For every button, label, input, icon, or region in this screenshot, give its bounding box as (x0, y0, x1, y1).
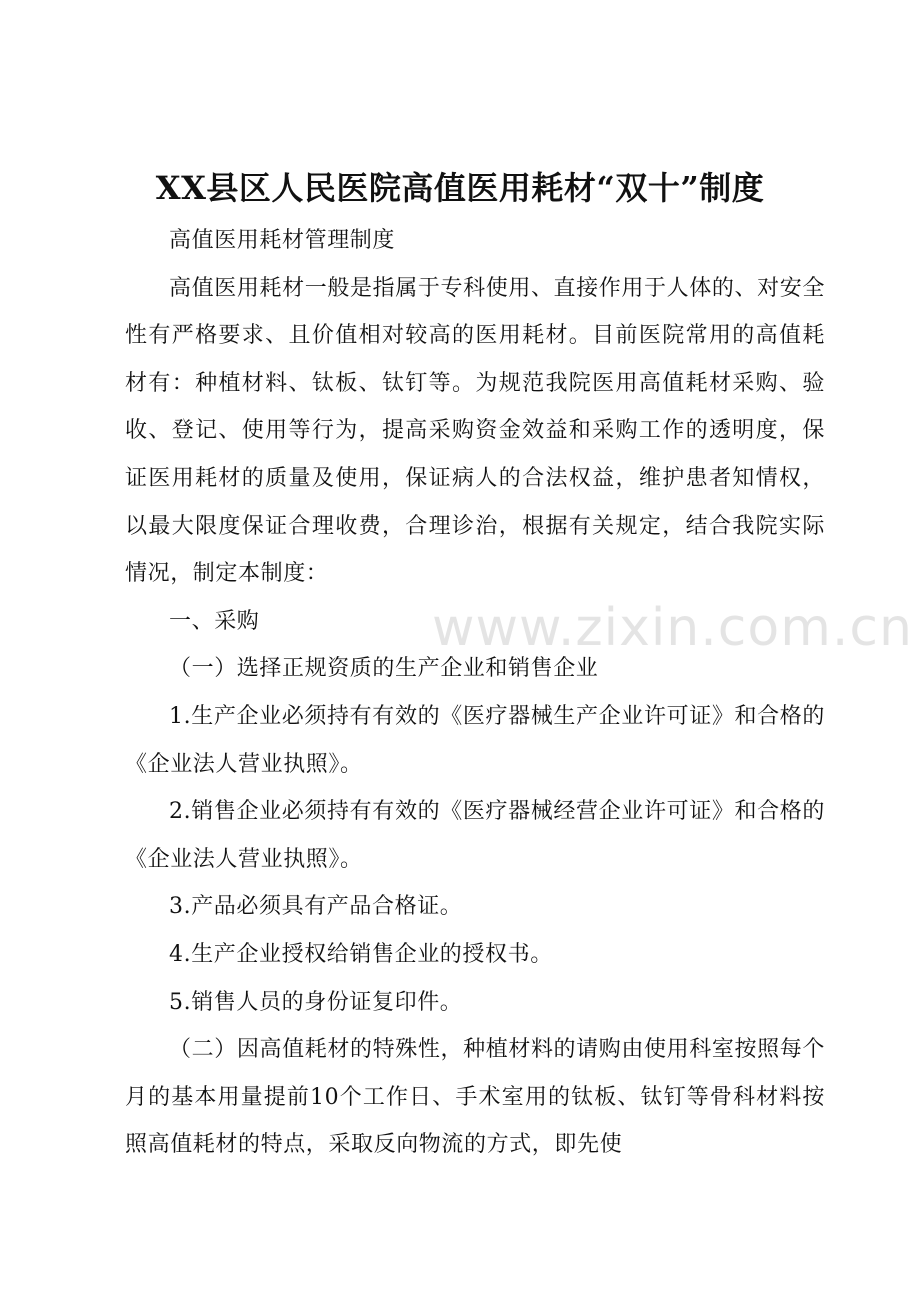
list-item-3: 3.产品必须具有产品合格证。 (169, 894, 463, 920)
chapter-heading-procurement: 一、采购 (169, 608, 260, 634)
intro-paragraph: 高值医用耗材一般是指属于专科使用、直接作用于人体的、对安全性有严格要求、且价值相对较高的医用耗材。目前医院常用的高值耗材有：种植材料、钛板、钛钉等。为规范我院医用高值耗材采购、验收、登记、使用等行为，提高采购资金效益和采购工作的透明度，保证医用耗材的质量及使用，保证病人的合法权益，维护患者知情权，以最大限度保证合理收费，合理诊治，根据有关规定，结合我院实际情况，制定本制度： (125, 275, 825, 587)
subsection-paragraph-2: （二）因高值耗材的特殊性，种植材料的请购由使用科室按照每个月的基本用量提前10个工作日、手术室用的钛板、钛钉等骨科材料按照高值耗材的特点，采取反向物流的方式，即先使 (125, 1037, 825, 1158)
section-heading: 高值医用耗材管理制度 (169, 228, 396, 253)
document-title: XX县区人民医院高值医用耗材“双十”制度 (155, 169, 765, 207)
list-item-1: 1.生产企业必须持有有效的《医疗器械生产企业许可证》和合格的《企业法人营业执照》。 (125, 703, 825, 777)
list-item-2: 2.销售企业必须持有有效的《医疗器械经营企业许可证》和合格的《企业法人营业执照》。 (125, 799, 825, 872)
subsection-heading-1: （一）选择正规资质的生产企业和销售企业 (169, 656, 599, 682)
watermark: www.zixin.com.cn (432, 598, 913, 658)
document-body (125, 217, 825, 1169)
list-item-4: 4.生产企业授权给销售企业的授权书。 (169, 941, 553, 967)
list-item-5: 5.销售人员的身份证复印件。 (169, 989, 463, 1015)
